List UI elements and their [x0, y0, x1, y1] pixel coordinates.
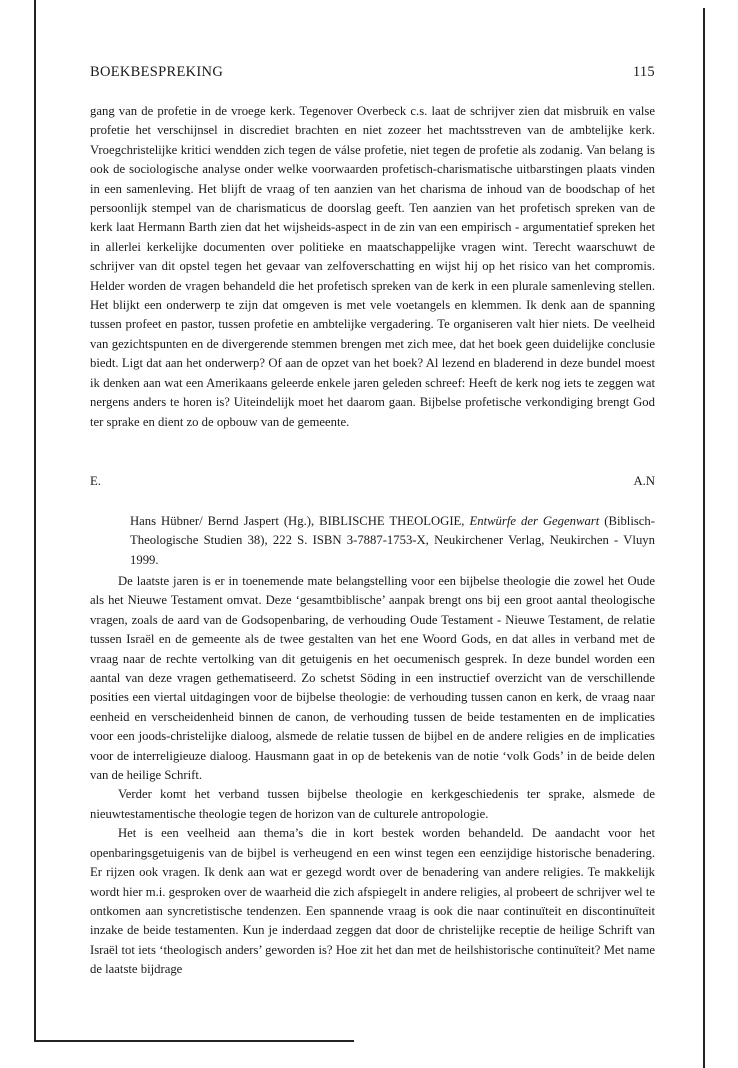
book-citation [130, 512, 655, 570]
citation-details: (Biblisch-Theologische Studien 38), 222 S. ISBN 3-7887-1753-X, Neukirchener Verlag, Neukirchen - Vluyn 1999. [130, 514, 655, 567]
scan-border-bottom [34, 1040, 354, 1042]
paragraph: De laatste jaren is er in toenemende mate belangstelling voor een bijbelse theologie die zowel het Oude als het Nieuwe Testament omvat. Deze ‘gesamtbiblische’ aanpak brengt ons bij een groot aantal theologische vragen, zoals de aard van de Godsopenbaring, de verhouding Oude Testament - Nieuwe Testament, de relatie tussen Israël en de gemeente als de twee gestalten van het ene Woord Gods, en dat alles in verband met de vraag naar de rechte vertolking van dit getuigenis en het oecumenisch gesprek. In deze bundel worden een aantal van deze vragen gethematiseerd. Zo schetst Söding in een instructief overzicht van de verschillende posities een viertal uitdagingen voor de bijbelse theologie: de verhouding tussen canon en kerk, de vraag naar eenheid en verscheidenheid binnen de canon, de verhouding tussen de beide testamenten en de implicaties voor een joods-christelijke dialoog, alsmede de relatie tussen de bijbel en de andere religies en de implicaties voor de interreligieuze dialoog. Hausmann gaat in op de betekenis van de notie ‘volk Gods’ in de beide delen van de heilige Schrift. [90, 574, 655, 783]
running-header [90, 64, 655, 86]
paragraph: gang van de profetie in de vroege kerk. Tegenover Overbeck c.s. laat de schrijver zien dat misbruik en valse profetie het verschijnsel in discrediet brachten en niet zozeer het machtsstreven van de ambtelijke kerk. Vroegchristelijke kritici wendden zich tegen de válse profetie, niet tegen de profetie als zodanig. Van belang is ook de sociologische analyse onder welke voorwaarden profetisch-charismatische uitbarstingen plaats vinden in een samenleving. Het blijft de vraag of ten aanzien van het charisma de inhoud van de boodschap of het persoonlijk stempel van de charismaticus de doorslag geeft. Ten aanzien van het profetisch spreken van de kerk laat Hermann Barth zien dat het wijsheids-aspect in de zin van een empirisch - argumentatief spreken het in allerlei kerkelijke documenten over politieke en maatschappelijke vragen wint. Terecht waarschuwt de schrijver van dit opstel tegen het gevaar van zelfoverschatting en wijst hij op het risico van het compromis. Helder worden de vragen behandeld die het profetisch spreken van de kerk in een plurale samenleving stellen. Het blijkt een onderwerp te zijn dat omgeven is met vele voetangels en klemmen. Ik denk aan de spanning tussen profeet en pastor, tussen profetie en ambtelijke vergadering. Te organiseren valt hier niets. De veelheid van gezichtspunten en de divergerende stemmen brengen met zich mee, dat het boek geen duidelijke conclusie biedt. Ligt dat aan het onderwerp? Of aan de opzet van het boek? Al lezend en bladerend in deze bundel moest ik denken aan wat een Amerikaans geleerde enkele jaren geleden schreef: Heeft de kerk nog iets te zeggen wat nergens anders te horen is? Uiteindelijk moet het daarom gaan. Bijbelse profetische verkondiging brengt God ter sprake en dient zo de opbouw van de gemeente. [90, 104, 655, 429]
signature-left: E. [90, 474, 101, 488]
citation-authors-title: Hans Hübner/ Bernd Jaspert (Hg.), BIBLISCHE THEOLOGIE, [130, 514, 470, 528]
scan-border-right [703, 8, 705, 1068]
review-continuation [90, 102, 655, 432]
section-title: BOEKBESPREKING [90, 64, 224, 80]
paragraph: Het is een veelheid aan thema’s die in kort bestek worden behandeld. De aandacht voor het openbaringsgetuigenis van de bijbel is verheugend en een winst tegen een eenzijdige historische benadering. Er rijzen ook vragen. Ik denk aan wat er gezegd wordt over de benadering van andere religies. Te makkelijk wordt hier m.i. gesproken over de waarheid die zich afspiegelt in andere religies, al probeert de schrijver wel te ontkomen aan syncretistische tendenzen. Een spannende vraag is ook die naar continuïteit en discontinuïteit inzake de beide testamenten. Kun je inderdaad zeggen dat door de christelijke receptie de heilige Schrift van Israël tot iets ‘theologisch anders’ geworden is? Hoe zit het dan met de heilshistorische continuïteit? Met name de laatste bijdrage [90, 826, 655, 977]
scan-border-left [34, 0, 36, 1040]
citation-subtitle: Entwürfe der Gegenwart [469, 514, 600, 528]
signature-right: A.N [633, 474, 655, 488]
signature-line [90, 474, 655, 494]
review-body [90, 572, 655, 980]
paragraph: Verder komt het verband tussen bijbelse theologie en kerkgeschiedenis ter sprake, alsmede de nieuwtestamentische theologie tegen de horizon van de culturele antropologie. [90, 787, 655, 821]
page-number: 115 [632, 64, 655, 80]
